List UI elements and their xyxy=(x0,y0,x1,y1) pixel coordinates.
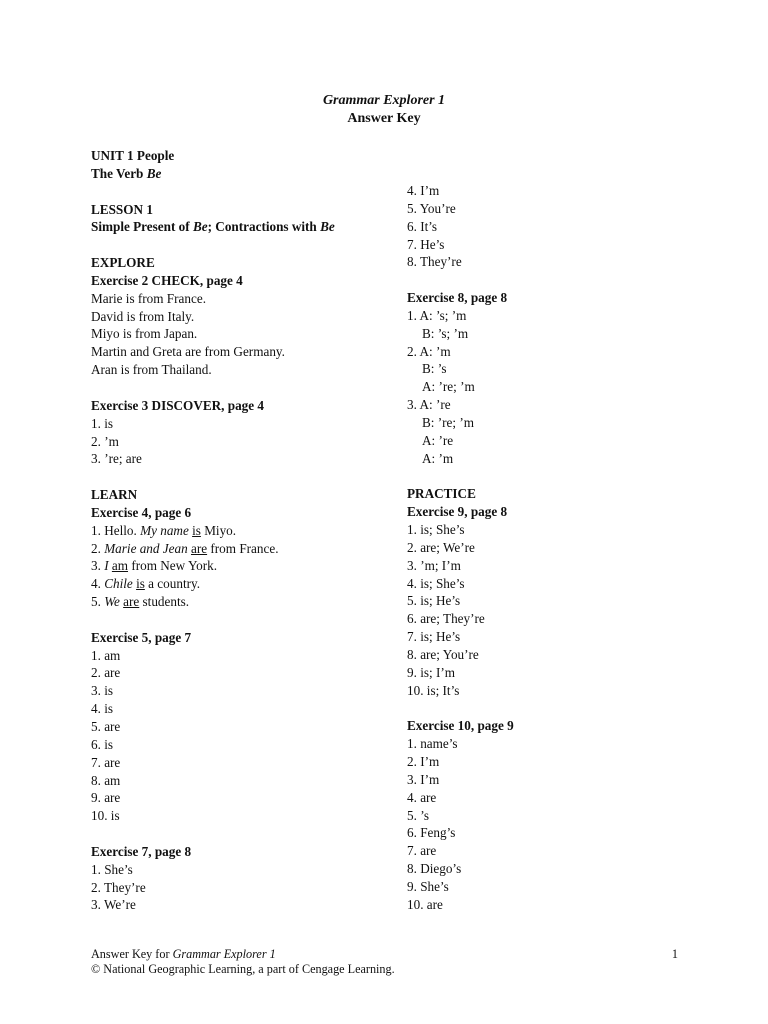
answer-line xyxy=(91,540,391,558)
practice-heading: PRACTICE xyxy=(407,486,476,502)
answer-text: a country. xyxy=(144,576,201,592)
book-title: Grammar Explorer 1 xyxy=(322,93,446,108)
subject-italic: Marie and Jean xyxy=(104,540,188,556)
answer-line xyxy=(91,593,391,611)
answer-line: David is from Italy. xyxy=(91,308,195,324)
exercise-7-continued xyxy=(407,182,707,271)
footer-prefix: Answer Key for xyxy=(91,947,173,961)
answer-line: 5. You’re xyxy=(407,200,456,216)
verb-heading-prefix: The Verb xyxy=(91,165,147,181)
answer-line: 2. I’m xyxy=(407,754,440,769)
answer-line: 8. They’re xyxy=(407,254,462,270)
exercise-3-answers xyxy=(91,415,391,469)
exercise-8-answers xyxy=(407,307,707,468)
exercise-4-answers xyxy=(91,522,391,611)
subject-italic: I xyxy=(104,558,109,574)
answer-line: 8. Diego’s xyxy=(407,861,462,877)
answer-line xyxy=(91,575,391,593)
exercise-9-title: Exercise 9, page 8 xyxy=(407,504,508,520)
answer-line: A: ’re xyxy=(422,432,454,448)
answer-line: 3. I’m xyxy=(407,771,440,787)
answer-line: 6. It’s xyxy=(407,218,438,234)
answer-line: 1. am xyxy=(91,647,121,663)
answer-line: 8. am xyxy=(91,772,121,788)
verb-underlined: are xyxy=(123,594,140,610)
document-header xyxy=(0,92,768,128)
answer-line: 4. is xyxy=(91,701,113,717)
explore-heading: EXPLORE xyxy=(91,255,155,271)
answer-line: 3. We’re xyxy=(91,897,136,913)
answer-line: 2. are; We’re xyxy=(407,539,475,555)
answer-line: 1. name’s xyxy=(407,736,458,752)
answer-text: 4. xyxy=(91,576,105,592)
exercise-10-title: Exercise 10, page 9 xyxy=(407,718,514,734)
answer-line xyxy=(91,557,391,575)
exercise-4-title: Exercise 4, page 6 xyxy=(91,504,192,520)
verb-underlined: is xyxy=(192,522,201,538)
right-column xyxy=(407,182,707,914)
answer-line: 10. is; It’s xyxy=(407,682,460,698)
lesson-sub-italic: Be xyxy=(192,219,208,235)
answer-line: B: ’re; ’m xyxy=(422,414,475,430)
answer-line: 1. A: ’s; ’m xyxy=(407,307,467,323)
answer-text: students. xyxy=(139,594,190,610)
answer-line: 2. They’re xyxy=(91,879,146,895)
answer-line xyxy=(91,522,391,540)
answer-line: 5. are xyxy=(91,719,121,734)
answer-line: 9. is; I’m xyxy=(407,664,455,680)
exercise-10-answers xyxy=(407,735,707,913)
answer-line: 3. ’m; I’m xyxy=(407,557,461,573)
answer-line: 10. are xyxy=(407,896,443,912)
answer-line: 6. are; They’re xyxy=(407,611,485,627)
answer-line: 3. A: ’re xyxy=(407,397,451,413)
answer-line: 4. is; She’s xyxy=(407,575,465,591)
exercise-8-title: Exercise 8, page 8 xyxy=(407,290,508,306)
answer-line: 7. are xyxy=(407,843,437,859)
answer-text: 1. Hello. xyxy=(91,522,141,538)
unit-heading: UNIT 1 People xyxy=(91,148,175,163)
answer-line: B: ’s xyxy=(422,361,447,377)
answer-text: 2. xyxy=(91,540,105,556)
answer-line: Martin and Greta are from Germany. xyxy=(91,344,285,360)
exercise-7-title: Exercise 7, page 8 xyxy=(91,843,192,859)
answer-line: 2. A: ’m xyxy=(407,343,451,359)
answer-line: 7. are xyxy=(91,754,121,770)
page-number: 1 xyxy=(671,947,678,961)
answer-line: 8. are; You’re xyxy=(407,646,479,662)
answer-line: 1. is xyxy=(91,415,113,431)
exercise-3-title: Exercise 3 DISCOVER, page 4 xyxy=(91,397,265,413)
answer-line: 5. is; He’s xyxy=(407,593,461,609)
left-column xyxy=(91,147,391,914)
answer-text: 5. xyxy=(91,594,105,610)
answer-line: B: ’s; ’m xyxy=(422,325,469,341)
answer-line: A: ’re; ’m xyxy=(422,379,475,395)
learn-heading: LEARN xyxy=(91,487,138,503)
answer-line: 1. is; She’s xyxy=(407,522,465,538)
subject-italic: Chile xyxy=(104,576,133,592)
answer-line: Marie is from France. xyxy=(91,290,206,306)
answer-line: 4. I’m xyxy=(407,183,440,198)
footer-book-line xyxy=(91,947,678,962)
answer-line: 7. is; He’s xyxy=(407,629,461,645)
answer-line: 6. is xyxy=(91,736,113,752)
answer-line: 3. is xyxy=(91,683,113,699)
answer-line: 7. He’s xyxy=(407,236,445,252)
answer-line: 9. She’s xyxy=(407,878,449,894)
exercise-7-answers xyxy=(91,861,391,915)
verb-underlined: are xyxy=(190,540,208,556)
lesson-sub-part: ; Contractions with xyxy=(207,219,321,235)
verb-heading xyxy=(91,165,391,183)
answer-line: 2. ’m xyxy=(91,433,119,449)
answer-line: 6. Feng’s xyxy=(407,825,456,841)
exercise-5-title: Exercise 5, page 7 xyxy=(91,629,192,645)
answer-line: 9. are xyxy=(91,790,121,806)
answer-line: 5. ’s xyxy=(407,807,429,823)
answer-text: Miyo. xyxy=(200,522,237,538)
exercise-2-title: Exercise 2 CHECK, page 4 xyxy=(91,272,243,288)
answer-text: from France. xyxy=(207,540,279,556)
answer-line: 10. is xyxy=(91,808,120,824)
answer-line: Aran is from Thailand. xyxy=(91,362,212,378)
subject-italic: My name xyxy=(140,522,189,538)
answer-text: 3. xyxy=(91,558,105,574)
exercise-5-answers xyxy=(91,647,391,825)
lesson-subheading xyxy=(91,218,391,236)
lesson-sub-italic: Be xyxy=(320,219,335,235)
exercise-2-answers xyxy=(91,290,391,379)
subject-italic: We xyxy=(104,594,120,610)
verb-heading-word: Be xyxy=(146,165,162,181)
answer-line: 1. She’s xyxy=(91,861,133,877)
exercise-9-answers xyxy=(407,521,707,699)
answer-line: Miyo is from Japan. xyxy=(91,326,198,342)
answer-key-heading: Answer Key xyxy=(347,111,421,126)
verb-underlined: am xyxy=(111,558,129,574)
answer-line: 4. are xyxy=(407,789,437,805)
footer-book-title: Grammar Explorer 1 xyxy=(172,947,276,961)
answer-text: from New York. xyxy=(128,558,218,574)
lesson-heading: LESSON 1 xyxy=(91,201,153,217)
answer-line: 3. ’re; are xyxy=(91,451,142,467)
verb-underlined: is xyxy=(136,576,145,592)
answer-line: 2. are xyxy=(91,665,121,681)
lesson-sub-part: Simple Present of xyxy=(91,219,193,235)
answer-line: A: ’m xyxy=(422,450,454,466)
copyright-line: © National Geographic Learning, a part of Cengage Learning. xyxy=(91,962,395,976)
page-footer xyxy=(91,947,678,977)
